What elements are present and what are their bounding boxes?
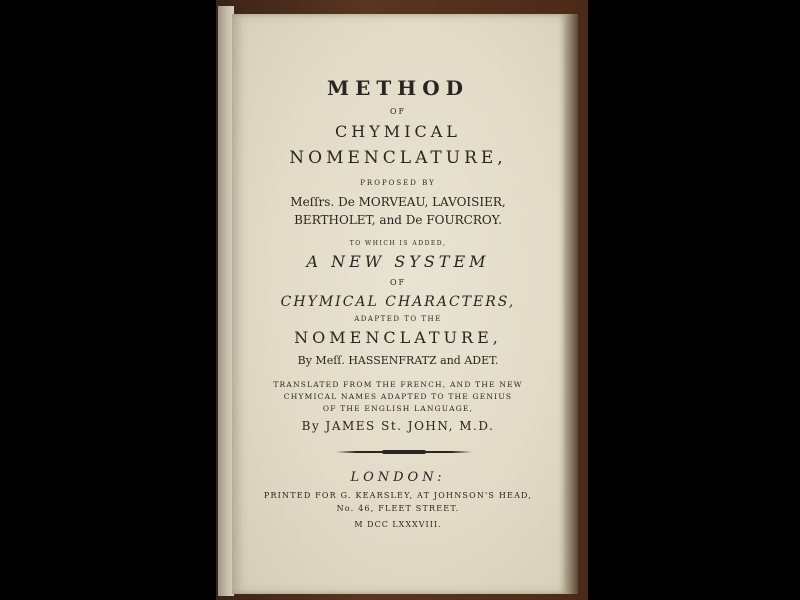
printer-line: PRINTED FOR G. KEARSLEY, AT JOHNSON'S HEAD, bbox=[263, 491, 533, 500]
place-line: LONDON: bbox=[350, 470, 446, 485]
nomenclature-line-2: NOMENCLATURE, bbox=[294, 328, 502, 347]
subtitle-line-1: CHYMICAL bbox=[335, 122, 461, 141]
to-which-added-line: TO WHICH IS ADDED, bbox=[349, 240, 447, 247]
title-page bbox=[232, 14, 564, 594]
new-system-line: A NEW SYSTEM bbox=[306, 252, 490, 271]
translated-line-3: OF THE ENGLISH LANGUAGE, bbox=[322, 404, 474, 413]
adapted-to-line: ADAPTED TO THE bbox=[354, 315, 442, 323]
of-line-1: OF bbox=[389, 107, 407, 116]
translated-line-1: TRANSLATED FROM THE FRENCH, AND THE NEW bbox=[273, 380, 523, 389]
translated-line-2: CHYMICAL NAMES ADAPTED TO THE GENIUS bbox=[283, 392, 513, 401]
by-mess-line: By Meſſ. HASSENFRATZ and ADET. bbox=[297, 354, 499, 367]
proposed-by-line: PROPOSED BY bbox=[360, 179, 436, 187]
of-line-2: OF bbox=[389, 278, 407, 287]
book-title: METHOD bbox=[327, 76, 469, 100]
authors-line-1: Meſſrs. De MORVEAU, LAVOISIER, bbox=[290, 195, 506, 209]
authors-line-2: BERTHOLET, and De FOURCROY. bbox=[294, 213, 502, 227]
chymical-characters-line: CHYMICAL CHARACTERS, bbox=[280, 294, 516, 310]
subtitle-line-2: NOMENCLATURE, bbox=[289, 148, 507, 168]
address-line: No. 46, FLEET STREET. bbox=[336, 504, 460, 513]
page-fore-edge bbox=[564, 14, 578, 594]
decorative-rule-center bbox=[382, 450, 426, 454]
translator-line: By JAMES St. JOHN, M.D. bbox=[301, 419, 495, 433]
date-line: M DCC LXXXVIII. bbox=[354, 520, 442, 529]
